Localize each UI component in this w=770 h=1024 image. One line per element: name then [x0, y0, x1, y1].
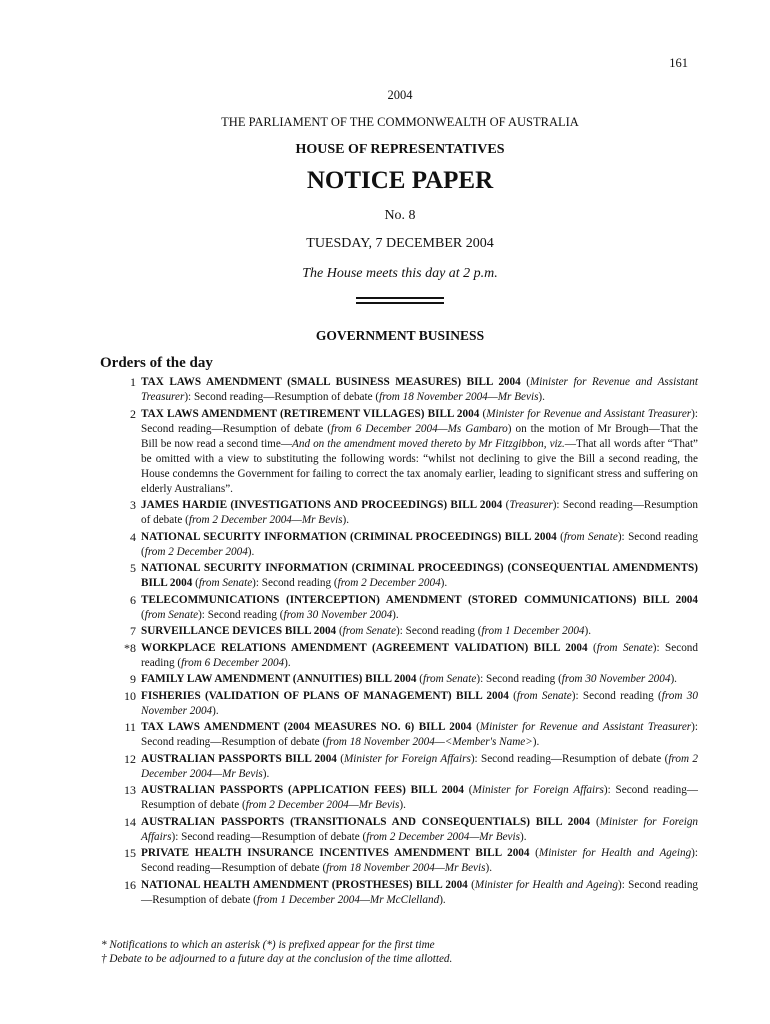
order-item: *8 WORKPLACE RELATIONS AMENDMENT (AGREEMENT VALIDATION) BILL 2004 (from Senate): Second reading (from 6 December 2004). [96, 641, 698, 671]
order-item: 6 TELECOMMUNICATIONS (INTERCEPTION) AMENDMENT (STORED COMMUNICATIONS) BILL 2004 (from Senate): Second reading (from 30 November 2004). [96, 593, 698, 623]
orders-list [96, 375, 698, 909]
bill-title: FISHERIES (VALIDATION OF PLANS OF MANAGEMENT) BILL 2004 [141, 689, 509, 702]
bill-title: AUSTRALIAN PASSPORTS BILL 2004 [141, 752, 337, 765]
item-number: 1 [130, 375, 136, 389]
order-item: 5 NATIONAL SECURITY INFORMATION (CRIMINAL PROCEEDINGS) (CONSEQUENTIAL AMENDMENTS) BILL 2004 (from Senate): Second reading (from 2 December 2004). [96, 561, 698, 591]
debate-status: from 2 December 2004—Mr Bevis [188, 514, 343, 526]
debate-status: from 18 November 2004—Mr Bevis [379, 391, 539, 403]
order-item: 2 TAX LAWS AMENDMENT (RETIREMENT VILLAGES) BILL 2004 (Minister for Revenue and Assistant Treasurer): Second reading—Resumption of debate (from 6 December 2004—Ms Gambaro) on the motion of Mr Brough—That the Bill be now read a second time—And on the amendment moved thereto by Mr Fitzgibbon, viz.—That all words after “That” be omitted with a view to substituting the following words: “whilst not declining to give the Bill a second reading, the House condemns the Government for failing to correct the tax anomaly earlier, leading to significant stress and suffering on elderly Australians”. [96, 407, 698, 497]
item-number: 6 [130, 592, 136, 607]
bill-title: WORKPLACE RELATIONS AMENDMENT (AGREEMENT VALIDATION) BILL 2004 [141, 641, 588, 654]
debate-status: from 1 December 2004 [481, 625, 585, 637]
sponsor: Minister for Health and Ageing [538, 847, 692, 859]
order-item: 3 JAMES HARDIE (INVESTIGATIONS AND PROCEEDINGS) BILL 2004 (Treasurer): Second reading—Resumption of debate (from 2 December 2004—Mr Bevis). [96, 498, 698, 528]
item-number: 4 [130, 529, 136, 544]
debate-status: from 18 November 2004—<Member's Name> [326, 736, 533, 748]
debate-status: from 30 November 2004 [141, 689, 698, 717]
sponsor: Minister for Revenue and Assistant Treasurer [479, 721, 692, 733]
footnotes [101, 938, 721, 966]
bill-title: FAMILY LAW AMENDMENT (ANNUITIES) BILL 2004 [141, 673, 417, 685]
sponsor: from Senate [596, 641, 653, 654]
order-item: 7 SURVEILLANCE DEVICES BILL 2004 (from Senate): Second reading (from 1 December 2004). [96, 624, 698, 639]
sponsor: Minister for Foreign Affairs [343, 752, 471, 765]
debate-status: from 2 December 2004 [144, 545, 248, 558]
sponsor: Treasurer [509, 499, 553, 511]
bill-title: NATIONAL SECURITY INFORMATION (CRIMINAL PROCEEDINGS) (CONSEQUENTIAL AMENDMENTS) BILL 2004 [141, 562, 698, 589]
bill-title: JAMES HARDIE (INVESTIGATIONS AND PROCEEDINGS) BILL 2004 [141, 499, 503, 511]
debate-status: from 18 November 2004—Mr Bevis [326, 862, 486, 874]
sponsor: Minister for Health and Ageing [474, 878, 618, 891]
bill-title: AUSTRALIAN PASSPORTS (APPLICATION FEES) BILL 2004 [141, 784, 464, 796]
order-item: 9 FAMILY LAW AMENDMENT (ANNUITIES) BILL 2004 (from Senate): Second reading (from 30 November 2004). [96, 672, 698, 687]
order-item: 15 PRIVATE HEALTH INSURANCE INCENTIVES AMENDMENT BILL 2004 (Minister for Health and Ageing): Second reading—Resumption of debate (from 18 November 2004—Mr Bevis). [96, 846, 698, 876]
parliament-title: THE PARLIAMENT OF THE COMMONWEALTH OF AUSTRALIA [221, 115, 579, 129]
debate-status: from 30 November 2004 [283, 608, 393, 621]
item-number: 15 [124, 846, 136, 860]
item-number: 2 [130, 406, 136, 421]
debate-status: from 6 December 2004—Ms Gambaro [331, 422, 508, 435]
debate-status: from 2 December 2004 [337, 577, 441, 589]
order-item: 16 NATIONAL HEALTH AMENDMENT (PROSTHESES) BILL 2004 (Minister for Health and Ageing): Second reading—Resumption of debate (from 1 December 2004—Mr McClelland). [96, 878, 698, 908]
item-number: 16 [124, 877, 136, 892]
sponsor: from Senate [516, 689, 572, 702]
footnote-dagger: † Debate to be adjourned to a future day at the conclusion of the time allotted. [101, 953, 453, 965]
bill-title: PRIVATE HEALTH INSURANCE INCENTIVES AMENDMENT BILL 2004 [141, 847, 530, 859]
amendment-intro: And on the amendment moved thereto by Mr Fitzgibbon, viz. [292, 437, 565, 450]
bill-title: NATIONAL HEALTH AMENDMENT (PROSTHESES) BILL 2004 [141, 878, 468, 891]
item-number: 10 [124, 688, 136, 703]
order-item: 13 AUSTRALIAN PASSPORTS (APPLICATION FEES) BILL 2004 (Minister for Foreign Affairs): Second reading—Resumption of debate (from 2 December 2004—Mr Bevis). [96, 783, 698, 813]
page-number: 161 [669, 56, 688, 70]
divider-rule [356, 297, 444, 299]
item-number: 3 [130, 498, 136, 512]
order-item: 10 FISHERIES (VALIDATION OF PLANS OF MANAGEMENT) BILL 2004 (from Senate): Second reading (from 30 November 2004). [96, 689, 698, 719]
order-item: 11 TAX LAWS AMENDMENT (2004 MEASURES NO. 6) BILL 2004 (Minister for Revenue and Assistant Treasurer): Second reading—Resumption of debate (from 18 November 2004—<Member's Name>). [96, 720, 698, 750]
bill-title: TAX LAWS AMENDMENT (RETIREMENT VILLAGES) BILL 2004 [141, 407, 480, 420]
sponsor: from Senate [423, 673, 477, 685]
item-number: 5 [130, 561, 136, 575]
item-number: 9 [130, 672, 136, 686]
debate-status: from 2 December 2004—Mr Bevis [366, 830, 520, 843]
sponsor: Minister for Foreign Affairs [472, 784, 604, 796]
order-item: 14 AUSTRALIAN PASSPORTS (TRANSITIONALS AND CONSEQUENTIALS) BILL 2004 (Minister for Foreign Affairs): Second reading—Resumption of debate (from 2 December 2004—Mr Bevis). [96, 815, 698, 845]
item-number: 12 [124, 751, 136, 766]
order-item: 4 NATIONAL SECURITY INFORMATION (CRIMINAL PROCEEDINGS) BILL 2004 (from Senate): Second reading (from 2 December 2004). [96, 530, 698, 560]
divider-rule [356, 302, 444, 304]
bill-title: NATIONAL SECURITY INFORMATION (CRIMINAL PROCEEDINGS) BILL 2004 [141, 530, 557, 543]
section-heading: GOVERNMENT BUSINESS [315, 328, 485, 343]
order-item: 1 TAX LAWS AMENDMENT (SMALL BUSINESS MEASURES) BILL 2004 (Minister for Revenue and Assistant Treasurer): Second reading—Resumption of debate (from 18 November 2004—Mr Bevis). [96, 375, 698, 405]
debate-status: from 6 December 2004 [181, 656, 285, 669]
sponsor: Minister for Revenue and Assistant Treasurer [486, 407, 692, 420]
order-item: 12 AUSTRALIAN PASSPORTS BILL 2004 (Minister for Foreign Affairs): Second reading—Resumption of debate (from 2 December 2004—Mr Bevis). [96, 752, 698, 782]
item-number: 7 [130, 624, 136, 638]
item-number: 11 [124, 720, 136, 734]
sponsor: from Senate [198, 577, 253, 589]
sponsor: Minister for Foreign Affairs [141, 815, 699, 843]
sponsor: from Senate [342, 625, 397, 637]
debate-status: from 2 December 2004—Mr Bevis [245, 799, 400, 811]
debate-status: from 30 November 2004 [561, 673, 671, 685]
bill-title: TELECOMMUNICATIONS (INTERCEPTION) AMENDMENT (STORED COMMUNICATIONS) BILL 2004 [141, 593, 698, 606]
sponsor: from Senate [563, 530, 618, 543]
bill-title: TAX LAWS AMENDMENT (SMALL BUSINESS MEASURES) BILL 2004 [141, 376, 521, 388]
footnote-asterisk: * Notifications to which an asterisk (*) is prefixed appear for the first time [101, 939, 435, 951]
house-title: HOUSE OF REPRESENTATIVES [295, 142, 505, 157]
sponsor: Minister for Revenue and Assistant Treasurer [141, 376, 698, 403]
year: 2004 [387, 88, 413, 102]
sitting-date: TUESDAY, 7 DECEMBER 2004 [306, 236, 494, 251]
item-number: 14 [124, 814, 136, 829]
bill-title: AUSTRALIAN PASSPORTS (TRANSITIONALS AND CONSEQUENTIALS) BILL 2004 [141, 815, 591, 828]
document-title: NOTICE PAPER [306, 167, 494, 194]
bill-title: SURVEILLANCE DEVICES BILL 2004 [141, 625, 337, 637]
paper-number: No. 8 [384, 208, 416, 223]
debate-status: from 2 December 2004—Mr Bevis [141, 752, 698, 780]
meeting-time: The House meets this day at 2 p.m. [302, 266, 498, 281]
item-number: *8 [124, 640, 136, 655]
item-number: 13 [124, 783, 136, 797]
debate-status: from 1 December 2004—Mr McClelland [256, 893, 440, 906]
orders-heading: Orders of the day [100, 355, 213, 371]
bill-title: TAX LAWS AMENDMENT (2004 MEASURES NO. 6) BILL 2004 [141, 721, 472, 733]
amendment-text: —That all words after “That” be omitted with a view to substituting the following words: “whilst not declining to give the Bill a second reading, the House condemns the Government for failing to correct the tax anomaly earlier, leading to significant stress and suffering on elderly Australians”. [141, 437, 699, 495]
sponsor: from Senate [144, 608, 199, 621]
